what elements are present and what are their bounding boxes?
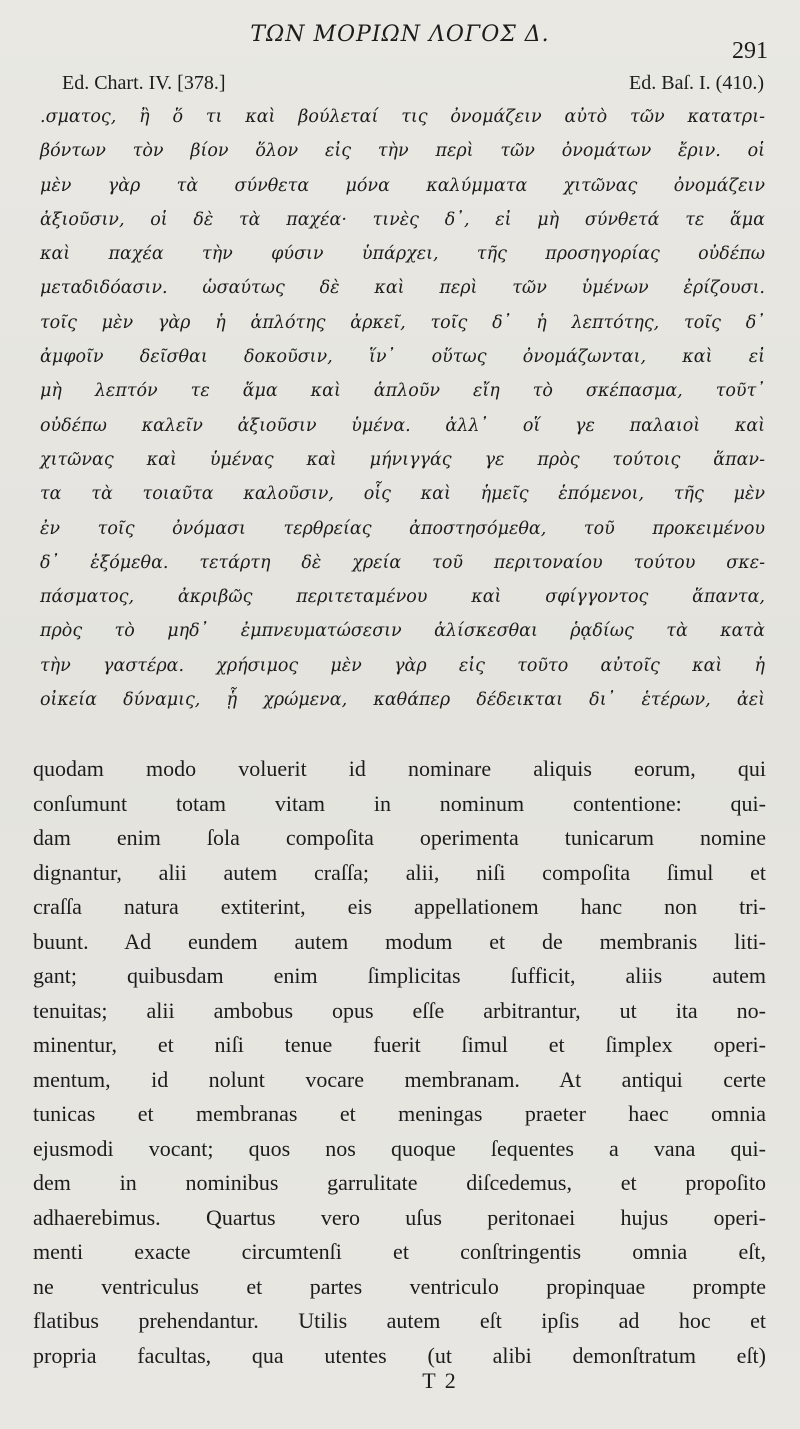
latin-line: dam enim ſola compoſita operimenta tunicarum nomine [33,825,766,850]
greek-line: ἐν τοῖς ὀνόμασι τερθρείας ἀποστησόμεθα, τοῦ προκειμένου [40,518,765,539]
latin-line: ejusmodi vocant; quos nos quoque ſequentes a vana qui- [33,1135,766,1161]
latin-line: menti exacte circumtenſi et conſtringentis omnia eſt, [33,1239,766,1264]
greek-line: τα τὰ τοιαῦτα καλοῦσιν, οἷς καὶ ἡμεῖς ἑπόμενοι, τῆς μὲν [40,484,765,505]
greek-line: τοῖς μὲν γὰρ ἡ ἁπλότης ἀρκεῖ, τοῖς δ᾽ ἡ λεπτότης, τοῖς δ᾽ [40,312,765,333]
greek-line: μὴ λεπτόν τε ἅμα καὶ ἁπλοῦν εἴη τὸ σκέπασμα, τοῦτ᾽ [40,381,765,402]
latin-line: dem in nominibus garrulitate diſcedemus, et propoſito [33,1170,766,1195]
greek-line: τὴν γαστέρα. χρήσιμος μὲν γὰρ εἰς τοῦτο αὐτοῖς καὶ ἡ [40,655,765,676]
latin-line: mentum, id nolunt vocare membranam. At antiqui certe [33,1066,766,1092]
latin-line: flatibus prehendantur. Utilis autem eſt ipſis ad hoc et [33,1308,766,1333]
latin-line: minentur, et niſi tenue fuerit ſimul et ſimplex operi- [33,1032,766,1057]
latin-line: buunt. Ad eundem autem modum et de membranis liti- [33,928,766,954]
latin-line: dignantur, alii autem craſſa; alii, niſi compoſita ſimul et [33,859,766,885]
latin-line: propria facultas, qua utentes (ut alibi demonſtratum eſt) [33,1342,766,1368]
page-number: 291 [732,38,768,64]
running-title: ΤΩΝ ΜΟΡΙΩΝ ΛΟΓΟΣ Δ. [250,22,550,47]
greek-line: οὐδέπω καλεῖν ἀξιοῦσιν ὑμένα. ἀλλ᾽ οἵ γε παλαιοὶ καὶ [40,415,765,436]
latin-line: gant; quibusdam enim ſimplicitas ſufficit, aliis autem [33,963,766,988]
greek-line: δ᾽ ἑξόμεθα. τετάρτη δὲ χρεία τοῦ περιτοναίου τούτου σκε- [40,552,765,573]
greek-line: .σματος, ἢ ὅ τι καὶ βούλεταί τις ὀνομάζειν αὐτὸ τῶν κατατρι- [40,107,765,127]
latin-line: adhaerebimus. Quartus vero uſus peritonaei hujus operi- [33,1204,766,1230]
latin-line: tunicas et membranas et meningas praeter haec omnia [33,1101,766,1126]
latin-line: ne ventriculus et partes ventriculo propinquae prompte [33,1273,766,1299]
edition-reference-right: Ed. Baſ. I. (410.) [629,72,764,94]
greek-line: πρὸς τὸ μηδ᾽ ἐμπνευματώσεσιν ἁλίσκεσθαι ῥᾳδίως τὰ κατὰ [40,621,765,642]
latin-line: quodam modo voluerit id nominare aliquis eorum, qui [33,756,766,781]
greek-line: πάσματος, ἀκριβῶς περιτεταμένου καὶ σφίγγοντος ἅπαντα, [40,587,765,608]
edition-reference-left: Ed. Chart. IV. [378.] [62,72,226,94]
greek-line: μεταδιδόασιν. ὡσαύτως δὲ καὶ περὶ τῶν ὑμένων ἐρίζουσι. [40,278,765,299]
greek-line: βόντων τὸν βίον ὅλον εἰς τὴν περὶ τῶν ὀνομάτων ἔριν. οἱ [40,141,765,162]
greek-line: οἰκεία δύναμις, ᾗ χρώμενα, καθάπερ δέδεικται δι᾽ ἑτέρων, ἀεὶ [40,690,765,711]
latin-text-block [33,752,766,1373]
greek-text-block [40,100,765,717]
latin-line: craſſa natura extiterint, eis appellationem hanc non tri- [33,894,766,919]
greek-line: καὶ παχέα τὴν φύσιν ὑπάρχει, τῆς προσηγορίας οὐδέπω [40,244,765,265]
greek-line: ἀξιοῦσιν, οἱ δὲ τὰ παχέα· τινὲς δ᾽, εἰ μὴ σύνθετά τε ἅμα [40,209,765,230]
greek-line: μὲν γὰρ τὰ σύνθετα μόνα καλύμματα χιτῶνας ὀνομάζειν [40,175,765,196]
greek-line: χιτῶνας καὶ ὑμένας καὶ μήνιγγάς γε πρὸς τούτοις ἅπαν- [40,449,765,470]
signature-mark: T 2 [422,1368,458,1393]
greek-line: ἀμφοῖν δεῖσθαι δοκοῦσιν, ἵν᾽ οὕτως ὀνομάζωνται, καὶ εἰ [40,347,765,368]
latin-line: tenuitas; alii ambobus opus eſſe arbitrantur, ut ita no- [33,997,766,1023]
latin-line: conſumunt totam vitam in nominum contentione: qui- [33,790,766,816]
